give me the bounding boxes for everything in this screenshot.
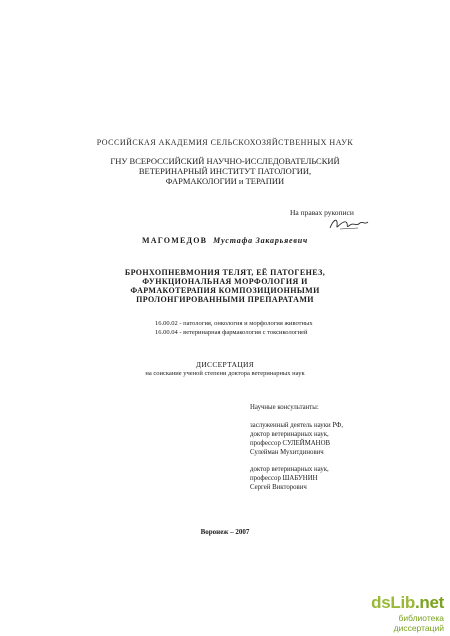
- dslib-logo: [354, 594, 444, 612]
- advisor-2-line-3: Сергей Викторович: [250, 484, 307, 491]
- watermark-subtitle: библиотека диссертаций: [393, 613, 444, 633]
- dissertation-title-line-4: ПРОЛОНГИРОВАННЫМИ ПРЕПАРАТАМИ: [136, 295, 314, 304]
- institute-line-3: ФАРМАКОЛОГИИ и ТЕРАПИИ: [165, 176, 285, 186]
- logo-part-1: dsLib: [371, 593, 415, 612]
- advisor-2-line-1: доктор ветеринарных наук,: [250, 466, 329, 473]
- degree-line: на соискание ученой степени доктора ветеринарных наук: [145, 370, 305, 377]
- advisors-heading: Научные консультанты:: [250, 404, 319, 411]
- dslib-watermark[interactable]: [354, 594, 444, 633]
- signature: [328, 216, 370, 232]
- work-type: ДИССЕРТАЦИЯ: [195, 360, 255, 369]
- dissertation-title-line-3: ФАРМАКОТЕРАПИЯ КОМПОЗИЦИОННЫМИ: [130, 286, 320, 295]
- specialty-1: 16.00.02 - патология, онкология и морфология животных: [155, 320, 313, 327]
- advisor-2-line-2: профессор ШАБУНИН: [250, 475, 318, 482]
- author-given-name: Мустафа Закарьяевич: [213, 236, 309, 245]
- advisor-1-line-4: Сулейман Мухитдинович: [250, 449, 324, 456]
- advisor-1-line-2: доктор ветеринарных наук,: [250, 431, 329, 438]
- dissertation-title-line-1: БРОНХОПНЕВМОНИЯ ТЕЛЯТ, ЕЁ ПАТОГЕНЕЗ,: [124, 268, 326, 277]
- institute-line-2: ВЕТЕРИНАРНЫЙ ИНСТИТУТ ПАТОЛОГИИ,: [138, 166, 312, 176]
- dissertation-title-line-2: ФУНКЦИОНАЛЬНАЯ МОРФОЛОГИЯ И: [142, 277, 308, 286]
- institute-line-1: ГНУ ВСЕРОССИЙСКИЙ НАУЧНО-ИССЛЕДОВАТЕЛЬСКИЙ: [110, 156, 340, 166]
- advisor-1-line-1: заслуженный деятель науки РФ,: [250, 422, 344, 429]
- author-name: [0, 236, 450, 245]
- logo-part-2: .net: [414, 593, 444, 612]
- author-surname: МАГОМЕДОВ: [141, 236, 208, 245]
- academy-name: РОССИЙСКАЯ АКАДЕМИЯ СЕЛЬСКОХОЗЯЙСТВЕННЫХ НАУК: [96, 138, 354, 147]
- manuscript-rights-note: На правах рукописи: [290, 208, 354, 217]
- city-year: Воронеж – 2007: [200, 528, 250, 536]
- advisor-1-line-3: профессор СУЛЕЙМАНОВ: [250, 440, 331, 447]
- specialty-2: 16.00.04 - ветеринарная фармакология с токсикологией: [155, 329, 308, 336]
